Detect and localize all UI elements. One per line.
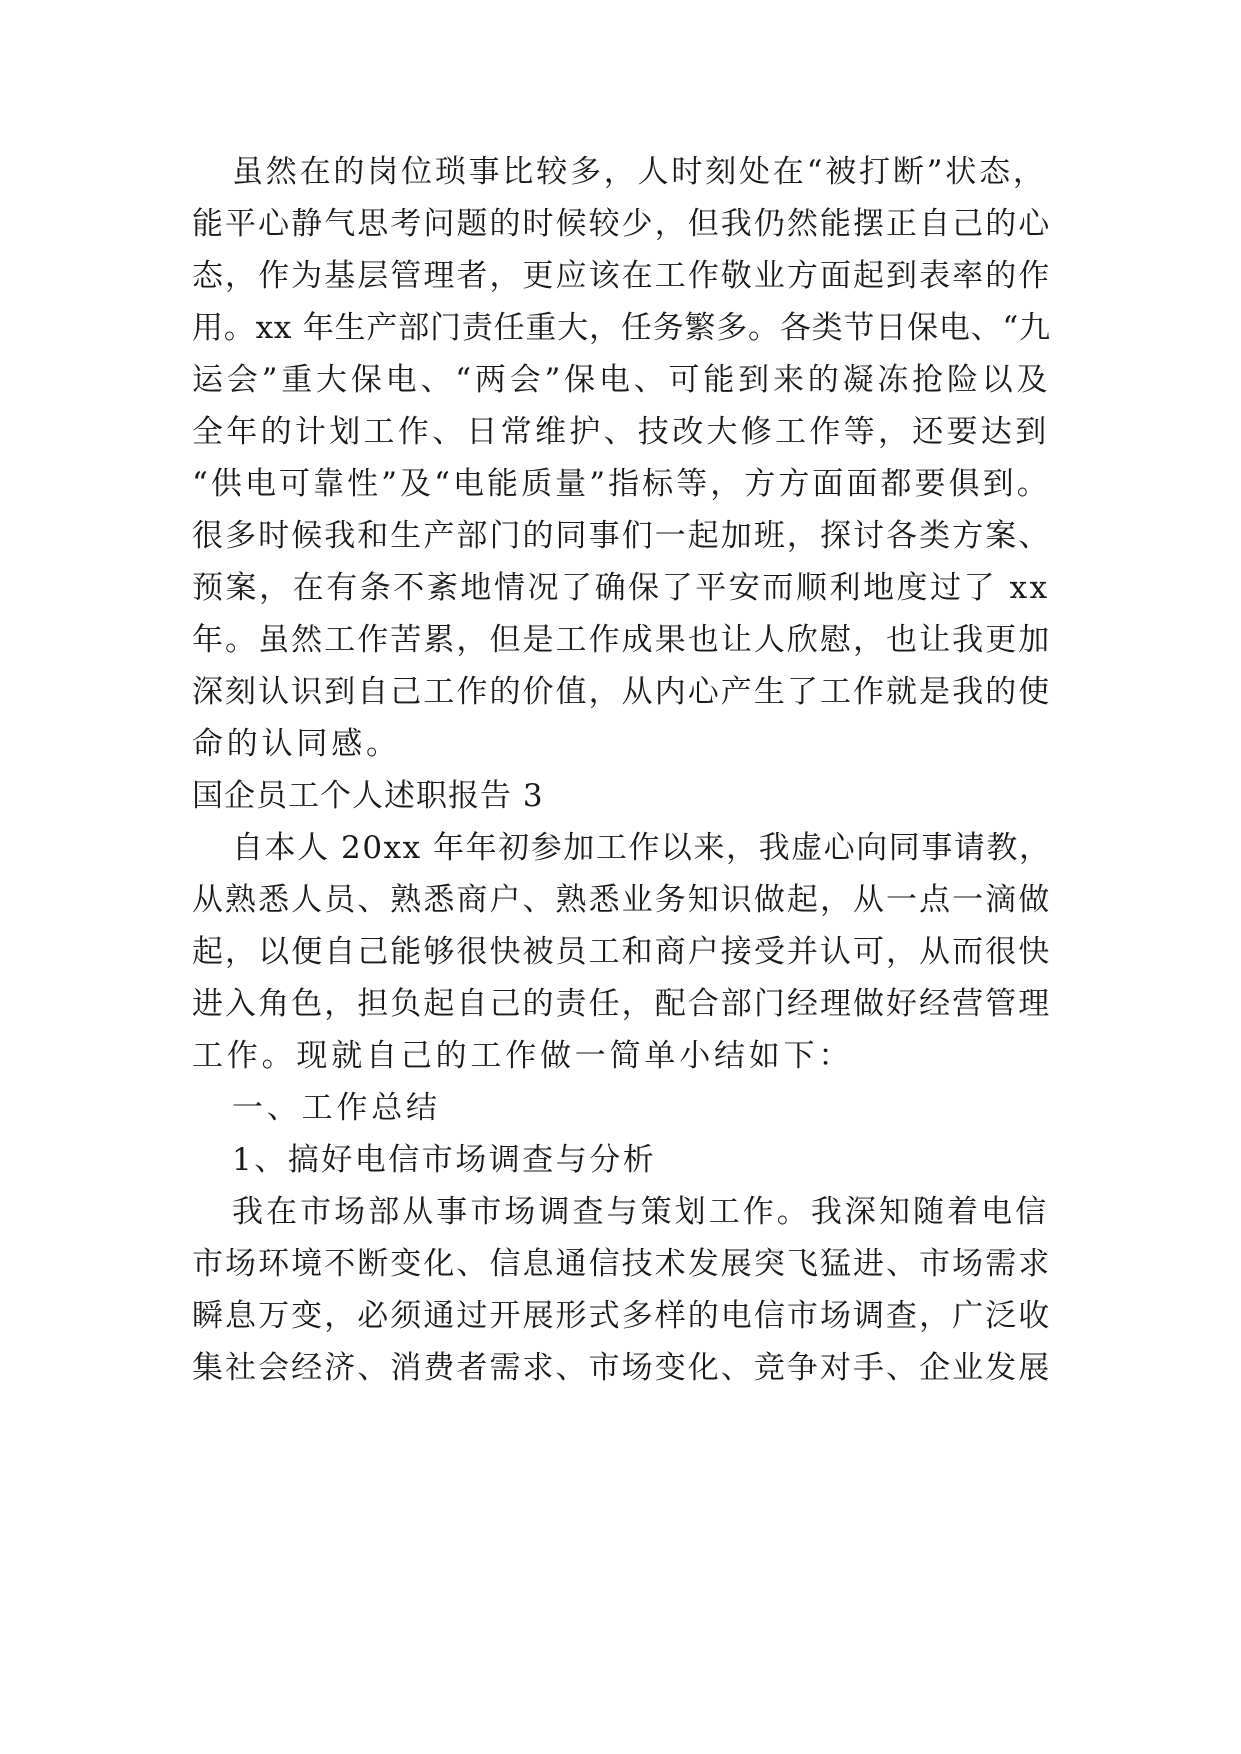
paragraph-line: 起，以便自己能够很快被员工和商户接受并认可，从而很快 xyxy=(192,934,1052,970)
paragraph-line: 虽然在的岗位琐事比较多，人时刻处在“被打断”状态， xyxy=(232,154,1047,190)
paragraph-line: 全年的计划工作、日常维护、技改大修工作等，还要达到 xyxy=(192,414,1050,450)
paragraph-line: 我在市场部从事市场调查与策划工作。我深知随着电信 xyxy=(232,1194,1050,1230)
subheading-market-survey: 1、搞好电信市场调查与分析 xyxy=(232,1142,657,1178)
paragraph-line: 工作。现就自己的工作做一简单小结如下： xyxy=(192,1038,854,1074)
paragraph-line: 预案，在有条不紊地情况了确保了平安而顺利地度过了 xx xyxy=(192,570,1050,606)
paragraph-line: 自本人 20xx 年年初参加工作以来，我虚心向同事请教， xyxy=(232,830,1052,866)
paragraph-line: 瞬息万变，必须通过开展形式多样的电信市场调查，广泛收 xyxy=(192,1298,1052,1334)
section-heading: 国企员工个人述职报告 3 xyxy=(192,778,544,814)
paragraph-line: 很多时候我和生产部门的同事们一起加班，探讨各类方案、 xyxy=(192,518,1052,554)
subheading-work-summary: 一、工作总结 xyxy=(232,1090,441,1126)
paragraph-line: 市场环境不断变化、信息通信技术发展突飞猛进、市场需求 xyxy=(192,1246,1052,1282)
paragraph-line: 态，作为基层管理者，更应该在工作敬业方面起到表率的作 xyxy=(192,258,1052,294)
paragraph-line: 用。xx 年生产部门责任重大，任务繁多。各类节日保电、“九 xyxy=(192,310,1051,346)
paragraph-line: 进入角色，担负起自己的责任，配合部门经理做好经营管理 xyxy=(192,986,1052,1022)
paragraph-line: 年。虽然工作苦累，但是工作成果也让人欣慰，也让我更加 xyxy=(192,622,1052,658)
paragraph-line: 命的认同感。 xyxy=(192,726,401,762)
paragraph-line: 运会”重大保电、“两会”保电、可能到来的凝冻抢险以及 xyxy=(192,362,1052,398)
paragraph-line: 从熟悉人员、熟悉商户、熟悉业务知识做起，从一点一滴做 xyxy=(192,882,1052,918)
paragraph-line: 集社会经济、消费者需求、市场变化、竞争对手、企业发展 xyxy=(192,1350,1052,1386)
paragraph-line: 深刻认识到自己工作的价值，从内心产生了工作就是我的使 xyxy=(192,674,1052,710)
paragraph-line: 能平心静气思考问题的时候较少，但我仍然能摆正自己的心 xyxy=(192,206,1052,242)
paragraph-line: “供电可靠性”及“电能质量”指标等，方方面面都要俱到。 xyxy=(192,466,1051,502)
